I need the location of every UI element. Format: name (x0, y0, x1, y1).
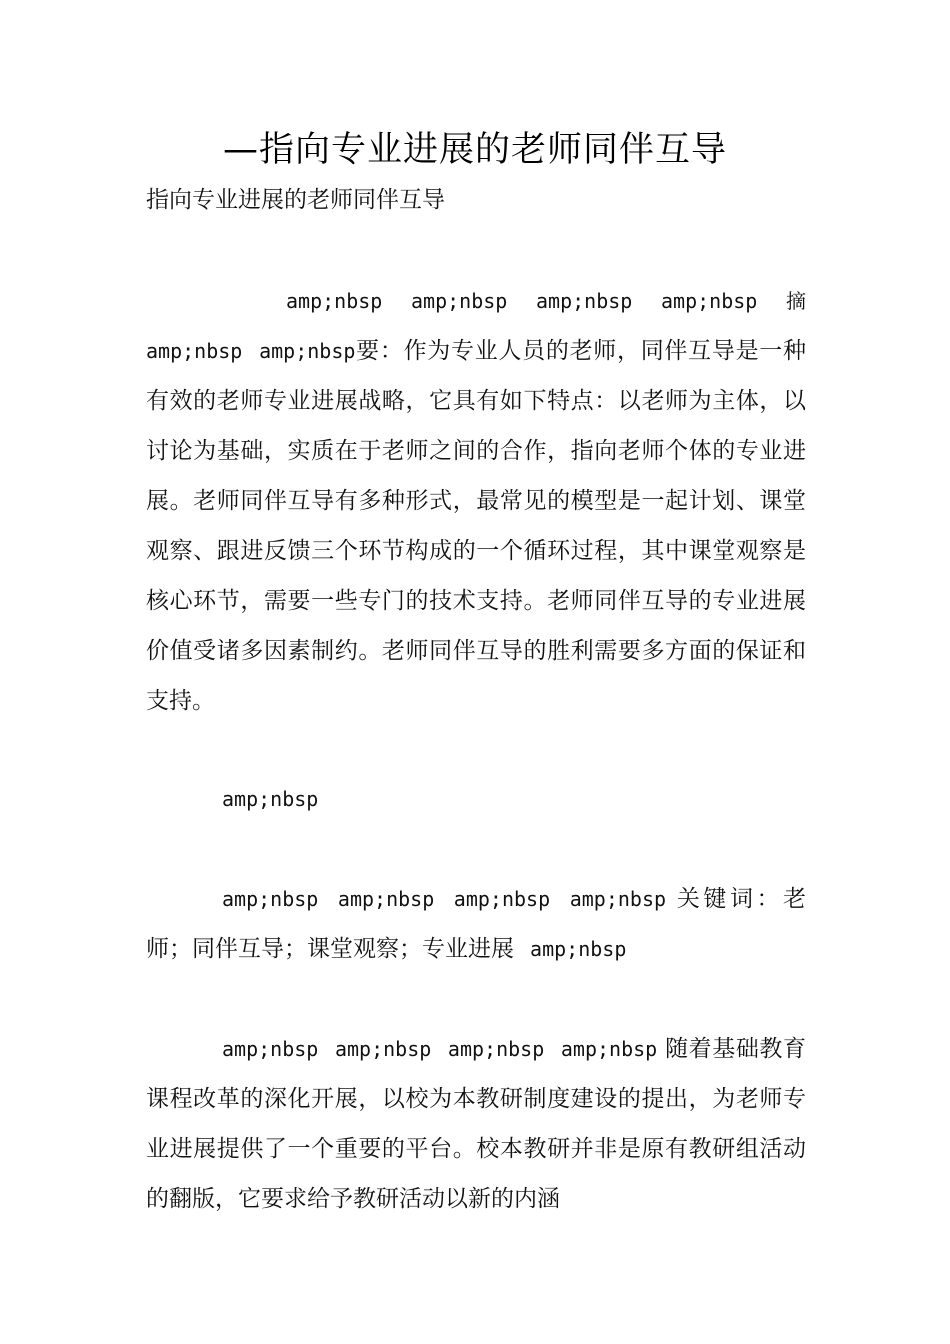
abstract-text: 要：作为专业人员的老师，同伴互导是一种有效的老师专业进展战略，它具有如下特点：以老师为主体，以讨论为基础，实质在于老师之间的合作，指向老师个体的专业进展。老师同伴互导有多种形式，最常见的模型是一起计划、课堂观察、跟进反馈三个环节构成的一个循环过程，其中课堂观察是核心环节，需要一些专门的技术支持。老师同伴互导的专业进展价值受诸多因素制约。老师同伴互导的胜利需要多方面的保证和支持。 (146, 338, 807, 714)
body-lead-entities: amp;nbsp amp;nbsp amp;nbsp amp;nbsp (222, 1037, 658, 1061)
body-paragraph (146, 1024, 806, 1224)
document-title: —指向专业进展的老师同伴互导 (222, 130, 727, 170)
body-text: 随着基础教育课程改革的深化开展，以校为本教研制度建设的提出，为老师专业进展提供了一个重要的平台。校本教研并非是原有教研组活动的翻版，它要求给予教研活动以新的内涵 (146, 1036, 807, 1212)
spacer-entity: amp;nbsp (222, 787, 319, 811)
keywords-paragraph (146, 874, 806, 974)
keywords-tail-entity: amp;nbsp (514, 937, 627, 961)
abstract-paragraph (146, 276, 806, 726)
document-subtitle: 指向专业进展的老师同伴互导 (146, 187, 445, 213)
keywords-text: 关键词：老师；同伴互导；课堂观察；专业进展 (146, 886, 806, 962)
spacer-paragraph (146, 774, 806, 824)
keywords-lead-entities: amp;nbsp amp;nbsp amp;nbsp amp;nbsp (222, 887, 667, 911)
abstract-lead-entities: amp;nbsp amp;nbsp amp;nbsp amp;nbsp 摘 amp;nbsp amp;nbsp (146, 289, 806, 363)
